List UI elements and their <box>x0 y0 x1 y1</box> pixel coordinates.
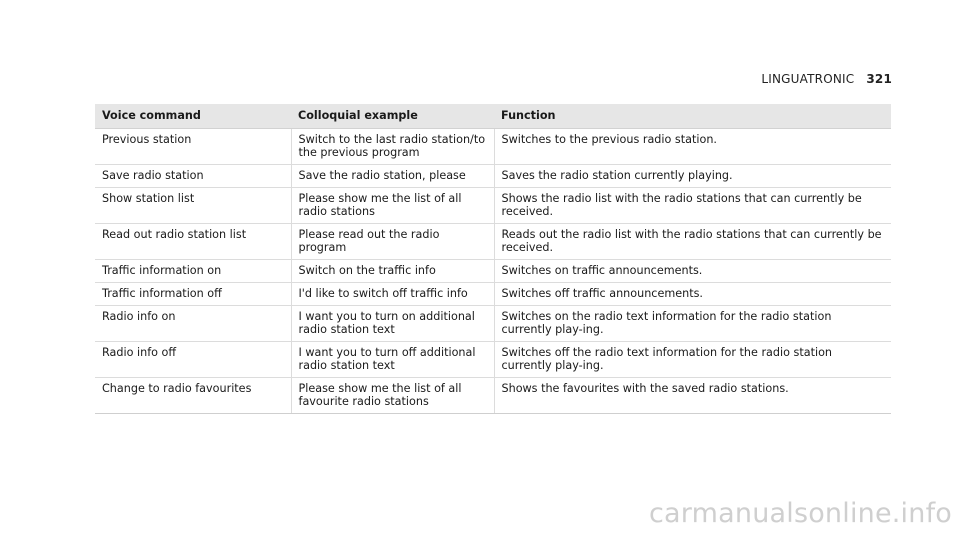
voice-command-cell: Traffic information on <box>95 260 291 283</box>
voice-command-cell: Change to radio favourites <box>95 378 291 414</box>
colloquial-example-cell: I want you to turn off additional radio station text <box>291 342 494 378</box>
function-cell: Saves the radio station currently playing. <box>494 165 891 188</box>
table-row <box>95 378 891 414</box>
colloquial-example-cell: Switch on the traffic info <box>291 260 494 283</box>
table-row <box>95 129 891 165</box>
colloquial-example-cell: Please read out the radio program <box>291 224 494 260</box>
table-row <box>95 260 891 283</box>
section-title: LINGUATRONIC <box>761 72 855 86</box>
table-row <box>95 224 891 260</box>
voice-command-cell: Previous station <box>95 129 291 165</box>
watermark: carmanualsonline.info <box>649 498 952 529</box>
function-cell: Switches off the radio text information for the radio station currently play-ing. <box>494 342 891 378</box>
column-header-colloquial-example: Colloquial example <box>291 104 494 129</box>
colloquial-example-cell: I want you to turn on additional radio station text <box>291 306 494 342</box>
voice-command-cell: Save radio station <box>95 165 291 188</box>
colloquial-example-cell: Switch to the last radio station/to the previous program <box>291 129 494 165</box>
page-number: 321 <box>866 72 892 86</box>
table-row <box>95 165 891 188</box>
voice-command-cell: Radio info off <box>95 342 291 378</box>
column-header-function: Function <box>494 104 891 129</box>
function-cell: Switches on the radio text information for the radio station currently play-ing. <box>494 306 891 342</box>
colloquial-example-cell: I'd like to switch off traffic info <box>291 283 494 306</box>
voice-command-cell: Read out radio station list <box>95 224 291 260</box>
voice-command-cell: Traffic information off <box>95 283 291 306</box>
function-cell: Reads out the radio list with the radio stations that can currently be received. <box>494 224 891 260</box>
table-row <box>95 342 891 378</box>
colloquial-example-cell: Please show me the list of all radio stations <box>291 188 494 224</box>
voice-command-table <box>95 104 891 414</box>
function-cell: Switches off traffic announcements. <box>494 283 891 306</box>
table-row <box>95 283 891 306</box>
table-row <box>95 306 891 342</box>
function-cell: Switches to the previous radio station. <box>494 129 891 165</box>
function-cell: Shows the favourites with the saved radio stations. <box>494 378 891 414</box>
table-header-row <box>95 104 891 129</box>
colloquial-example-cell: Please show me the list of all favourite radio stations <box>291 378 494 414</box>
colloquial-example-cell: Save the radio station, please <box>291 165 494 188</box>
function-cell: Shows the radio list with the radio stations that can currently be received. <box>494 188 891 224</box>
running-head <box>761 72 892 86</box>
function-cell: Switches on traffic announcements. <box>494 260 891 283</box>
voice-command-cell: Show station list <box>95 188 291 224</box>
column-header-voice-command: Voice command <box>95 104 291 129</box>
voice-command-cell: Radio info on <box>95 306 291 342</box>
table-row <box>95 188 891 224</box>
